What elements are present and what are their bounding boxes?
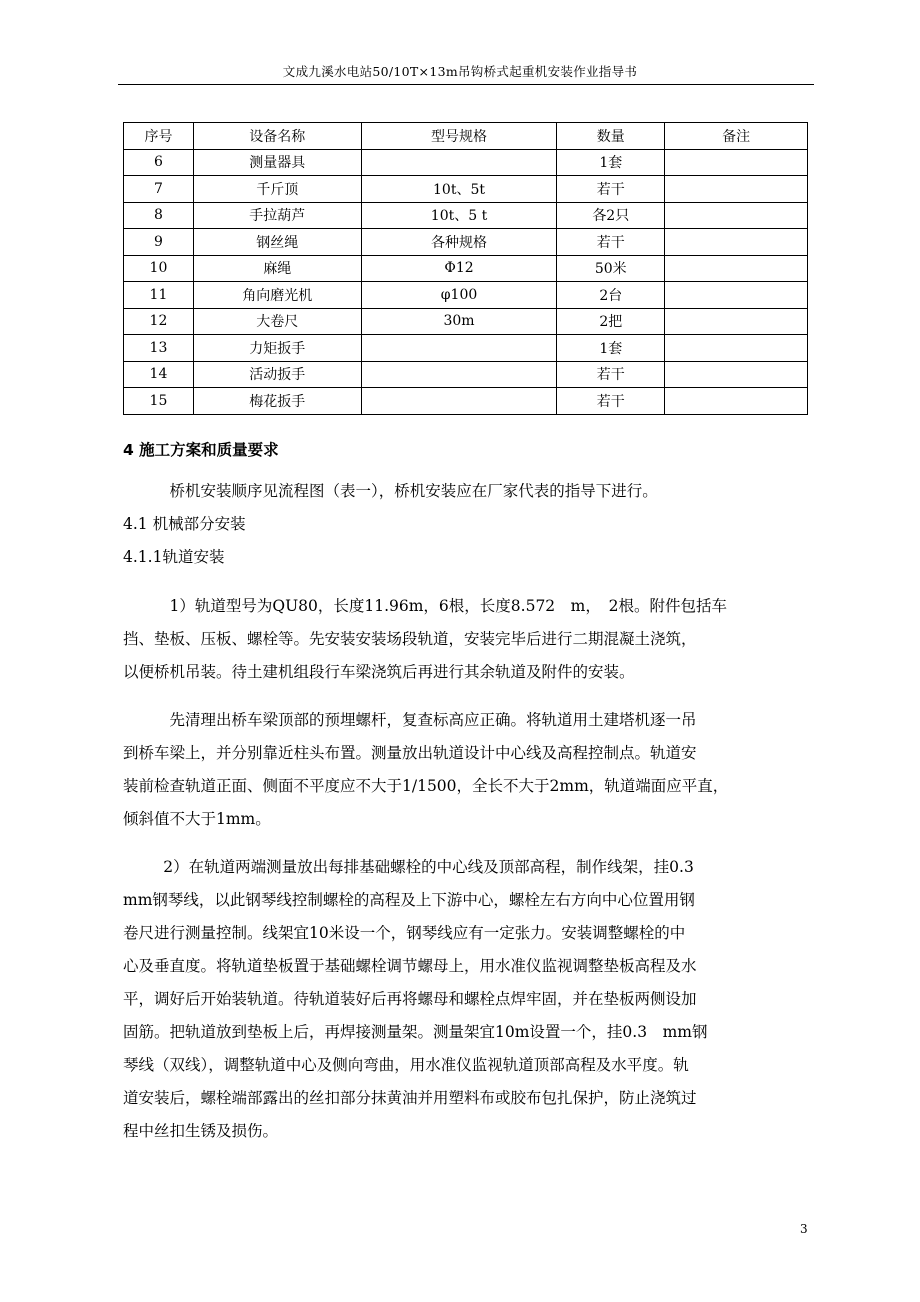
cell-quantity: 2把: [557, 308, 665, 335]
table-row: [124, 308, 808, 335]
paragraph-rail-prep: [123, 704, 813, 836]
text-line: 程中丝扣生锈及损伤。: [123, 1122, 279, 1140]
table-row: [124, 149, 808, 176]
cell-quantity: 2台: [557, 282, 665, 309]
text-line: 到桥车梁上，并分别靠近柱头布置。测量放出轨道设计中心线及高程控制点。轨道安: [123, 744, 697, 762]
cell-quantity: 1套: [557, 149, 665, 176]
subsection-heading-4-1-1: 4.1.1轨道安装: [123, 548, 225, 566]
header-equipment-name: 设备名称: [193, 123, 361, 150]
text-line: 卷尺进行测量控制。线架宜10米设一个，钢琴线应有一定张力。安装调整螺栓的中: [123, 924, 686, 942]
rail-installation-text: [123, 590, 813, 1148]
cell-spec: φ100: [361, 282, 557, 309]
table-row: [124, 335, 808, 362]
cell-serial: 13: [124, 335, 194, 362]
cell-quantity: 若干: [557, 361, 665, 388]
equipment-table: [123, 122, 808, 415]
document-header-title: 文成九溪水电站50/10T×13m吊钩桥式起重机安装作业指导书: [282, 64, 638, 79]
cell-serial: 14: [124, 361, 194, 388]
cell-spec: [361, 149, 557, 176]
cell-name: 千斤顶: [193, 176, 361, 203]
text-line: 固筋。把轨道放到垫板上后，再焊接测量架。测量架宜10m设置一个，挂0.3 mm钢: [123, 1023, 708, 1041]
cell-remarks: [665, 308, 808, 335]
cell-quantity: 各2只: [557, 202, 665, 229]
cell-serial: 6: [124, 149, 194, 176]
page-number: 3: [800, 1222, 808, 1236]
paragraph-rail-survey: [123, 851, 813, 1148]
table-row: [124, 361, 808, 388]
cell-quantity: 50米: [557, 255, 665, 282]
cell-name: 活动扳手: [193, 361, 361, 388]
table-row: [124, 388, 808, 415]
table-row: [124, 176, 808, 203]
intro-text: 桥机安装顺序见流程图（表一），桥机安装应在厂家代表的指导下进行。: [169, 482, 658, 500]
cell-name: 钢丝绳: [193, 229, 361, 256]
cell-spec: Φ12: [361, 255, 557, 282]
cell-serial: 15: [124, 388, 194, 415]
cell-name: 麻绳: [193, 255, 361, 282]
cell-name: 大卷尺: [193, 308, 361, 335]
paragraph-rail-spec: [123, 590, 813, 689]
text-line: 心及垂直度。将轨道垫板置于基础螺栓调节螺母上，用水准仪监视调整垫板高程及水: [123, 957, 697, 975]
text-line: 琴线（双线），调整轨道中心及侧向弯曲，用水准仪监视轨道顶部高程及水平度。轨: [123, 1056, 689, 1074]
intro-paragraph: [123, 475, 813, 508]
cell-serial: 12: [124, 308, 194, 335]
cell-remarks: [665, 282, 808, 309]
cell-serial: 8: [124, 202, 194, 229]
cell-serial: 11: [124, 282, 194, 309]
header-quantity: 数量: [557, 123, 665, 150]
text-line: 1）轨道型号为QU80，长度11.96m，6根，长度8.572 m， 2根。附件包括车: [169, 597, 727, 615]
cell-name: 梅花扳手: [193, 388, 361, 415]
cell-remarks: [665, 255, 808, 282]
cell-remarks: [665, 229, 808, 256]
cell-spec: [361, 361, 557, 388]
text-line: 挡、垫板、压板、螺栓等。先安装安装场段轨道，安装完毕后进行二期混凝土浇筑，: [123, 630, 697, 648]
text-line: 道安装后，螺栓端部露出的丝扣部分抹黄油并用塑料布或胶布包扎保护，防止浇筑过: [123, 1089, 697, 1107]
cell-name: 角向磨光机: [193, 282, 361, 309]
text-line: 以便桥机吊装。待土建机组段行车梁浇筑后再进行其余轨道及附件的安装。: [123, 663, 635, 681]
text-line: 2）在轨道两端测量放出每排基础螺栓的中心线及顶部高程，制作线架，挂0.3: [163, 858, 694, 876]
cell-name: 手拉葫芦: [193, 202, 361, 229]
cell-serial: 7: [124, 176, 194, 203]
cell-quantity: 若干: [557, 388, 665, 415]
text-line: 装前检查轨道正面、侧面不平度应不大于1/1500，全长不大于2mm，轨道端面应平直，: [123, 777, 729, 795]
subsection-heading-4-1: 4.1 机械部分安装: [123, 515, 246, 533]
cell-remarks: [665, 388, 808, 415]
text-line: 先清理出桥车梁顶部的预埋螺杆，复查标高应正确。将轨道用土建塔机逐一吊: [169, 711, 697, 729]
header-remarks: 备注: [665, 123, 808, 150]
cell-remarks: [665, 149, 808, 176]
cell-spec: 10t、5 t: [361, 202, 557, 229]
table-row: [124, 282, 808, 309]
cell-spec: [361, 388, 557, 415]
cell-spec: 10t、5t: [361, 176, 557, 203]
cell-quantity: 若干: [557, 229, 665, 256]
header-divider: [118, 84, 814, 85]
table-row: [124, 202, 808, 229]
text-line: 倾斜值不大于1mm。: [123, 810, 271, 828]
cell-quantity: 若干: [557, 176, 665, 203]
cell-spec: 各种规格: [361, 229, 557, 256]
cell-serial: 9: [124, 229, 194, 256]
cell-quantity: 1套: [557, 335, 665, 362]
table-header-row: [124, 123, 808, 150]
cell-serial: 10: [124, 255, 194, 282]
text-line: mm钢琴线，以此钢琴线控制螺栓的高程及上下游中心，螺栓左右方向中心位置用钢: [123, 891, 695, 909]
cell-name: 力矩扳手: [193, 335, 361, 362]
table-row: [124, 255, 808, 282]
header-serial-number: 序号: [124, 123, 194, 150]
table-row: [124, 229, 808, 256]
cell-remarks: [665, 361, 808, 388]
cell-remarks: [665, 202, 808, 229]
cell-name: 测量器具: [193, 149, 361, 176]
cell-remarks: [665, 335, 808, 362]
cell-spec: [361, 335, 557, 362]
section-heading: 4 施工方案和质量要求: [123, 441, 279, 459]
cell-remarks: [665, 176, 808, 203]
header-model-spec: 型号规格: [361, 123, 557, 150]
text-line: 平，调好后开始装轨道。待轨道装好后再将螺母和螺栓点焊牢固，并在垫板两侧设加: [123, 990, 697, 1008]
cell-spec: 30m: [361, 308, 557, 335]
